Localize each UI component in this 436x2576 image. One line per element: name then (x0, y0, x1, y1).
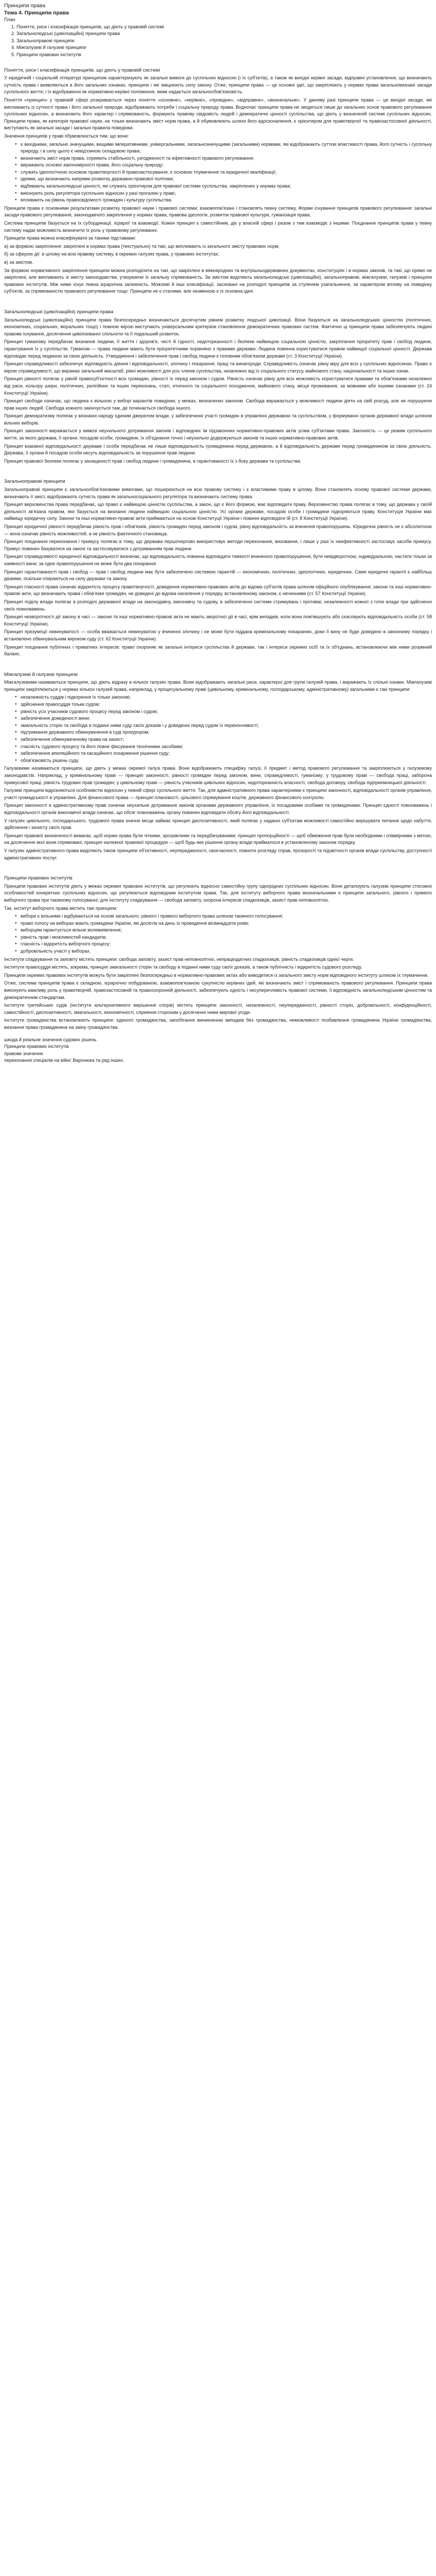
footer-line: правове значення (4, 1050, 43, 1056)
paragraph: У галузях адміністративного права виділяють також принципи об'єктивності, неупередженості, своєчасності, повноти розгляду справ, прозорості та підзвітності органів влади суспільству, доступності адміністративних послуг. (4, 848, 432, 860)
plan-item: 3. Загальноправові принципи (16, 38, 432, 45)
paragraph: Інститути правосуддя містять, зокрема, принцип змагальності сторін та свободу в поданні ними суду своїх доказів, а також публічність і відкритість судового розгляду. (4, 964, 362, 970)
list-item: ● ідеями, що визначають напрями розвитку державно-правової політики; (21, 176, 432, 183)
paragraph: Міжгалузевими називаються принципи, що діють відразу в кількох галузях права. Вони відображають загальні риси, характерні для групи галузей права, і виражають їх спільні ознаки. Міжгалузеві принципи закріплюються у нормах кількох галузей права, наприклад, у процесуальному праві (цивільному, кримінальному, господарському, адміністративному) загальними є такі принципи: (4, 680, 432, 692)
paragraph: Принципи права можна класифікувати за такими підставами: (4, 235, 136, 241)
paragraph: Принцип незворотності дії закону в часі — закони та інші нормативно-правові акти не мають зворотної дії в часі, крім випадків, коли вони пом'якшують або скасовують відповідальність особи (ст. 58 Конституції України). (4, 614, 432, 626)
paragraph: Принцип законності в адміністративному праві означає неухильне дотримання законів органами державного управління, їх посадовими особами та громадянами. Принцип єдності повноважень і відповідальності органів виконавчої влади означає, що обсяг повноважень органу повинен відповідати обсягу його відповідальності. (4, 803, 432, 815)
list-item: ● право голосу на виборах мають громадяни України, які досягли на день їх проведення вісімнадцяти років; (21, 920, 432, 927)
paragraph: Загальнолюдські (цивілізаційні) принципи права безпосередньо визначаються досягнутим рівнем розвитку людської цивілізації. Вони базуються на загальнолюдських цінностях (політичних, економічних, соціальних, моральних тощо) і повною мірою виступають універсальним критерієм становлення демократичних правових систем. Фактично ці принципи права забезпечують людині правове існування, досягнення цивілізованої спільноти та її подальший розвиток. (4, 317, 432, 336)
paragraph: б) за сферою дії: в цілому на всю правову систему, в окремих галузях права, у правових інститутах; (4, 251, 219, 257)
list-item: ● рівність прав і можливостей кандидатів; (21, 934, 432, 941)
document-page (0, 0, 436, 1072)
section-heading: Принципи правових інститутів (4, 875, 73, 882)
paragraph: Принципи правових інститутів діють у межах окремих правових інститутів, що регулюють відносно самостійну групу однорідних суспільних відносин. Вони деталізують галузеві принципи стосовно особливостей конкретних суспільних відносин, що регулюються відповідним інститутом права. Так, для інституту виборчого права визначальними є принципи загального, рівного і прямого виборчого права при таємному голосуванні; для інституту спадкування — свобода заповіту, охорона інтересів спадкоємців, захист прав неповнолітніх. (4, 883, 432, 903)
plan-item: 4. Міжгалузеві й галузеві принципи (16, 44, 432, 52)
bullet-list (4, 141, 432, 204)
paragraph: Принцип поєднання переконання і примусу полягає в тому, що держава першочергово використовує методи переконання, виховання, і лише у разі їх неефективності застосовує засоби примусу. Примус повинен базуватися на законі та застосовуватися з дотриманням прав людини. (4, 539, 432, 551)
paragraph: Значення принципів у праві обумовлюється тим, що вони: (4, 133, 129, 139)
paragraph: в) за змістом. (4, 260, 33, 265)
paragraph: Принцип гарантованості прав і свобод — прав і свобод людини має бути забезпечено системою гарантій — економічних, політичних, ідеологічних, юридичних. Саме юридичні гарантії є найбільш дієвими, оскільки спираються на силу держави та закону. (4, 569, 432, 582)
paragraph: Принцип свободи означає, що людина є вільною у виборі варіантів поведінки, у межах, визначених законом. Свобода виражається у можливості людини діяти на свій розсуд, але не порушуючи прав інших людей. Свобода кожного закінчується там, де починається свобода іншого. (4, 398, 432, 411)
paragraph: Принципи окремих правових інститутів можуть бути закріплені безпосередньо в нормативно-правових актах або виводитися із загального змісту норм відповідного інституту шляхом їх тлумачення. (4, 972, 429, 978)
paragraph: Принцип справедливості юридичної відповідальності визначає, що відповідальність повинна відповідати тяжкості вчиненого правопорушення, бути невідворотною, індивідуальною, настати тільки за наявності вини; за одне правопорушення не може бути два покарання. (4, 554, 432, 566)
paragraph: Принцип взаємної відповідальності держави і особи передбачає не лише відповідальність громадянина перед державою, а й відповідальність держави перед громадянином за свою діяльність. Держава, її органи й посадові особи несуть відповідальність за порушення прав людини. (4, 443, 432, 456)
list-item: ● виконують роль регулятора суспільних відносин у разі прогалин у праві; (21, 190, 432, 197)
list-item: ● добровільність участі у виборах. (21, 948, 432, 955)
paragraph: Інститути громадянства встановлюють принципи: єдиного громадянства, запобігання виникненню випадків без громадянства, неможливості позбавлення громадянина України громадянства, визнання права громадянина на зміну громадянства. (4, 1018, 432, 1030)
list-item: ● впливають на рівень правосвідомості громадян і культуру суспільства. (21, 197, 432, 204)
page-title: Принципи права (4, 3, 46, 9)
paragraph: Принципи права є основними результатами розвитку правової науки і правової системи; взаємопов'язані і становлять певну систему. Форми існування принципів правового регулювання: загальні засади правового регулювання, законодавчого закріплення у нормах права, правова ідеологія, розвиток правової культури, гуманізація права. (4, 205, 432, 218)
paragraph: Принцип справедливості забезпечує відповідність діяння і відповідальності, злочину і покарання, праці та винагороди. Справедливість означає рівну міру для всіх у суспільних відносинах. Право є мірою справедливості, що виражає загальний масштаб, рівні можливості для усіх членів суспільства, незалежно від їх соціального статусу, майнового стану, національності та інших ознак. (4, 361, 432, 374)
list-item: ● визначають зміст норм права, сприяють стабільності, узгодженості та ефективності правового регулювання; (21, 155, 432, 162)
plan-label: План (4, 17, 15, 22)
list-item: ● вибори є вільними і відбуваються на основі загального, рівного і прямого виборчого права шляхом таємного голосування; (21, 913, 432, 920)
list-item: ● забезпечення апеляційного та касаційного оскарження рішення суду; (21, 750, 432, 757)
footer-line: Принципи правових інститутів (4, 1044, 69, 1049)
paragraph: Принцип юридичної рівності передбачає рівність прав і обов'язків, рівність громадян перед законом і судом, рівну відповідальність за вчинення правопорушень. Юридична рівність не є абсолютною — вона означає рівність можливостей, а не рівність фактичного становища. (4, 524, 432, 536)
paragraph: Отже, система принципів права є складною, ієрархічно побудованою, взаємопов'язаною сукупністю керівних ідей, які визначають зміст і спрямованість правового регулювання. Принципи права виконують важливу роль у правотворчій, правозастосовній та правоохоронній діяльності, забезпечують єдність і несуперечливість правової системи, її відповідність загальнолюдським цінностям та демократичним стандартам. (4, 980, 432, 1000)
paragraph: Принцип правової безпеки полягає у захищеності прав і свобод людини і громадянина, в гарантованості їх з боку держави та суспільства. (4, 458, 302, 464)
paragraph: Принцип презумпції невинуватості — особа вважається невинуватою у вчиненні злочину і не може бути піддана кримінальному покаранню, доки її вину не буде доведено в законному порядку і встановлено обвинувальним вироком суду (ст. 62 Конституції України). (4, 629, 432, 641)
list-item: ● виборцям гарантується вільне волевиявлення; (21, 927, 432, 934)
paragraph: Інститути спадкування та заповіту містять принципи: свобода заповіту, захист прав неповнолітніх, непрацездатних спадкоємців, рівність спадкоємців однієї черги. (4, 956, 354, 962)
list-item: ● рівність усіх учасників судового процесу перед законом і судом; (21, 708, 432, 716)
paragraph: Галузевими називаються принципи, що діють у межах окремої галузі права. Вони відображають специфіку галузі, її предмет і метод правового регулювання та закріплюються у галузевому законодавстві. Наприклад, у кримінальному праві — принцип законності, рівності громадян перед законом, вини, справедливості, гуманізму; у трудовому праві — свобода праці, заборона примусової праці, рівність трудових прав громадян; у цивільному праві — рівність учасників цивільних відносин, недоторканність власності, свобода договору, свобода підприємницької діяльності. (4, 766, 432, 785)
list-item: ● є вихідними, загально значущими, вищими імперативними, універсальними, загальнозначущими (загальними) нормами, які відображають суттєві властивості права, його сутність і суспільну природу, і в силу цього є невід'ємною складовою права; (21, 141, 432, 155)
bullet-list (4, 694, 432, 764)
section-heading: Поняття, риси і класифікація принципів, що діють у правовій системі (4, 67, 160, 73)
list-item: ● незалежність суддів і підкорення їх тільки законові; (21, 694, 432, 701)
paragraph: Принцип поділу влади полягає в розподілі державної влади на законодавчу, виконавчу та судову, в забезпеченні системи стримувань і противаг, незалежності кожної з гілок влади при здійсненні своїх повноважень. (4, 599, 432, 612)
paragraph: За формою нормативного закріплення принципи можна розподілити на такі, що закріплені в міжнародних та внутрішньодержавних документах, конституціях і в нормах законів, та такі, що прямо не закріплені, але випливають зі змісту законодавства, утворюючи їх загальну спрямованість. За змістом виділяють загальнолюдські (цивілізаційні), загальноправові, міжгалузеві, галузеві і принципи правових інститутів. Між ними існує певна ієрархічна залежність. Можливі й інші класифікації, засновані на розподілі принципів за ступенем узагальнення, за характером впливу на поведінку суб'єктів, за спрямованістю правового регулювання тощо. Принципи не є сталими, але незмінною є їх основна ідея. (4, 267, 432, 294)
paragraph: Галузеві принципи відрізняються особливістю відносин у певній сфері суспільного життя. Так, для адміністративного права характерними є принципи законності, відповідальності органів управління, участі громадськості в управлінні. Для фінансового права — принцип плановості, цільового спрямування коштів, державного фінансового контролю. (4, 788, 432, 800)
footer-line: переконання спеціалів на війні: Варонюка та ряд інших. (4, 1058, 125, 1063)
list-item: ● гласність і відкритість виборчого процесу; (21, 941, 432, 948)
paragraph: Принцип рівності полягає у рівній правосуб'єктності всіх громадян, рівності їх перед законом і судом. Рівність означає рівну для всіх можливість користуватися правами та обов'язками незалежно від раси, кольору шкіри, політичних, релігійних та інших переконань, статі, етнічного та соціального походження, майнового стану, місця проживання, за мовними або іншими ознаками (ст. 24 Конституції України). (4, 376, 432, 396)
paragraph: Інститути третейських судів (інститути альтернативного вирішення спорів) містять принципи законності, незалежності, неупередженості, рівності сторін, добровільності, конфіденційності, самостійності, диспозитивності, змагальності, економічності, сприяння сторонам у досягненні ними мирової угоди. (4, 1003, 432, 1015)
paragraph: Загальноправові принципи є загальнообов'язковими вимогами, що поширюються на всю правову систему і є властивими праву в цілому. Вони становлять основу правової системи держави, визначають її зміст, відображають сутність права як загальносоціального регулятора та визначають систему права. (4, 487, 432, 499)
list-item: ● гласність судового процесу та його повне фіксування технічними засобами; (21, 743, 432, 751)
list-item: ● змагальність сторін та свобода в поданні ними суду своїх доказів і у доведенні перед судом їх переконливості; (21, 722, 432, 730)
paragraph: У юридичній і соціальній літературі принципом характеризують як загальні вимоги до суспільних відносин (і їх суб'єктів), а також як вихідні керівні засади, відправні установлення, що визначають сутність права і виявляються в його загальних ознаках, принципи і які зміцнюють силу закону. Отже, принципи права — це основні ідеї, що закріплюють у нормах права загальновизнані засади суспільного життя, і їх відображенні як нормативно-керівні положення, яким надається загальнообов'язковість. (4, 75, 432, 95)
section-heading: Міжгалузеві й галузеві принципи (4, 671, 78, 677)
list-item: ● забезпечення доведеності вини; (21, 715, 432, 722)
paragraph: Принцип верховенства права передбачає, що право є найвищою цінністю суспільства, а закон, що є його формою, має відповідати праву. Верховенство права полягає в тому, що держава у своїй діяльності зв'язана правом, яке базується на визнанні людини найвищою соціальною цінністю. Усі органи держави, посадові особи і громадяни підкоряються праву. Конституція України має найвищу юридичну силу. Закони та інші нормативно-правові акти приймаються на основі Конституції України і повинні відповідати їй (ст. 8 Конституції України). (4, 502, 432, 521)
list-item: ● відбивають загальнолюдські цінності, які служать орієнтиром для правової системи суспільства, закріплених у нормах права; (21, 183, 432, 190)
paragraph: Принцип гуманізму передбачає визнання людини, її життя і здоров'я, честі й гідності, недоторканності і безпеки найвищою соціальною цінністю, закріплення пріоритету прав і свобод людини, гарантування їх у суспільстві. Гуманізм — права людини мають бути пріоритетними порівняно з правами держави. Людина повинна користуватися правом найвищої соціальної цінності. Держава відповідає перед людиною за свою діяльність. Утвердження і забезпечення прав і свобод людини є головним обов'язком держави (ст. 3 Конституції України). (4, 339, 432, 359)
plan-item: 2. Загальнолюдські (цивілізаційні) принципи права (16, 30, 432, 38)
list-item: ● здійснення правосуддя тільки судом; (21, 701, 432, 708)
list-item: ● служать ідеологічною основою правотворчості й правозастосування, є основою тлумачення та юридичної кваліфікації; (21, 169, 432, 176)
section-heading: Загальноправові принципи (4, 479, 65, 485)
paragraph: Система принципів базується на їх субординації, ієрархії та взаємодії. Кожен принцип є самостійним, діє у власній сфері і разом з тим взаємодіє з іншими. Поєднання принципів права у певну систему надає можливість визначити їх роль у правовому регулюванні. (4, 221, 432, 233)
list-item: ● забезпечення обвинуваченому права на захист; (21, 736, 432, 743)
plan-item: 5. Принципи правових інститутів (16, 52, 432, 59)
paragraph: Принцип правової визначеності вимагає, щоб норми права були чіткими, зрозумілими та передбачуваними; принцип пропорційності — щоб обмеження прав були необхідними і співмірними з метою, на досягнення якої вони спрямовані; принцип належної правової процедури — щоб будь-яке рішення органу влади приймалося в установленому законом порядку. (4, 833, 432, 845)
section-heading: Загальнолюдські (цивілізаційні) принципи права (4, 309, 114, 315)
paragraph: а) за формою закріплення: закріплені в нормах права (текстуально) та такі, що випливають із загального змісту правових норм; (4, 243, 280, 249)
list-item: ● виражають основні закономірності права, його соціальну природу; (21, 162, 432, 169)
paragraph: Поняття «принцип» у правовій сфері розкривається через поняття «основне», «керівне», «провідне», «відправне», «визначальне». У даному разі принципи права — це вихідні засади, які випливають із сутності права і його загальної природи, відображають потреби і соціальну природу права. Водночас принципи права не зводяться лише до загальних основ правового регулювання суспільних відносин, а визначають його характер і спрямованість, формують правову свідомість людей і демократичні цінності суспільства, що діють у визначеній системі суспільних відносин. Принципи права, як категорія правової науки, не тільки визначають зміст норм права, а й обумовлюють шляхи його вдосконалення, є орієнтиром для правотворчої та правозастосовної діяльності, виступають як загальні засади і загальні правила поведінки. (4, 97, 432, 131)
spacer (4, 1032, 432, 1037)
paragraph: У галузях цивільного, господарського, трудового права значне місце займає принцип диспозитивності, який полягає у наданні суб'єктам можливості самостійно вирішувати питання щодо набуття, здійснення і захисту своїх прав. (4, 818, 432, 831)
footer-line: шкода й реальне значення судових рішень (4, 1037, 97, 1042)
plan-list (4, 24, 432, 59)
paragraph: Так, інститут виборчого права містить такі принципи: (4, 905, 118, 911)
list-item: ● обов'язковість рішень суду. (21, 757, 432, 765)
paragraph: Принцип законності виражається у вимозі неухильного дотримання законів і відповідних їм підзаконних нормативно-правових актів усіма суб'єктами права. Законність — це режим суспільного життя, за якого держава, її органи, посадові особи, громадяни, їх об'єднання точно і неухильно додержуються законів та інших нормативно-правових актів. (4, 428, 432, 441)
list-item: ● підтримання державного обвинувачення в суді прокурором; (21, 729, 432, 736)
bullet-list (4, 913, 432, 955)
paragraph: Принцип поєднання публічних і приватних інтересів: право охороняє як загальні інтереси суспільства й держави, так і інтереси окремих осіб та їх об'єднань, встановлюючи між ними розумний баланс. (4, 644, 432, 657)
paragraph: Принцип демократизму полягає у визнанні народу єдиним джерелом влади, у забезпеченні участі громадян в управлінні державою та суспільством, у формуванні органів державної влади шляхом вільних виборів. (4, 413, 432, 426)
paragraph: Принцип гласності права означає відкритість процесу правотворчості, доведення нормативно-правових актів до відома суб'єктів права шляхом офіційного опублікування; закони та інші нормативно-правові акти, що визначають права і обов'язки громадян, не доведені до відома населення у порядку, встановленому законом, є нечинними (ст. 57 Конституції України). (4, 584, 432, 597)
plan-item: 1. Поняття, риси і класифікація принципів, що діють у правовій системі (16, 24, 432, 31)
topic-title: Тема 4. Принципи права (4, 10, 69, 16)
